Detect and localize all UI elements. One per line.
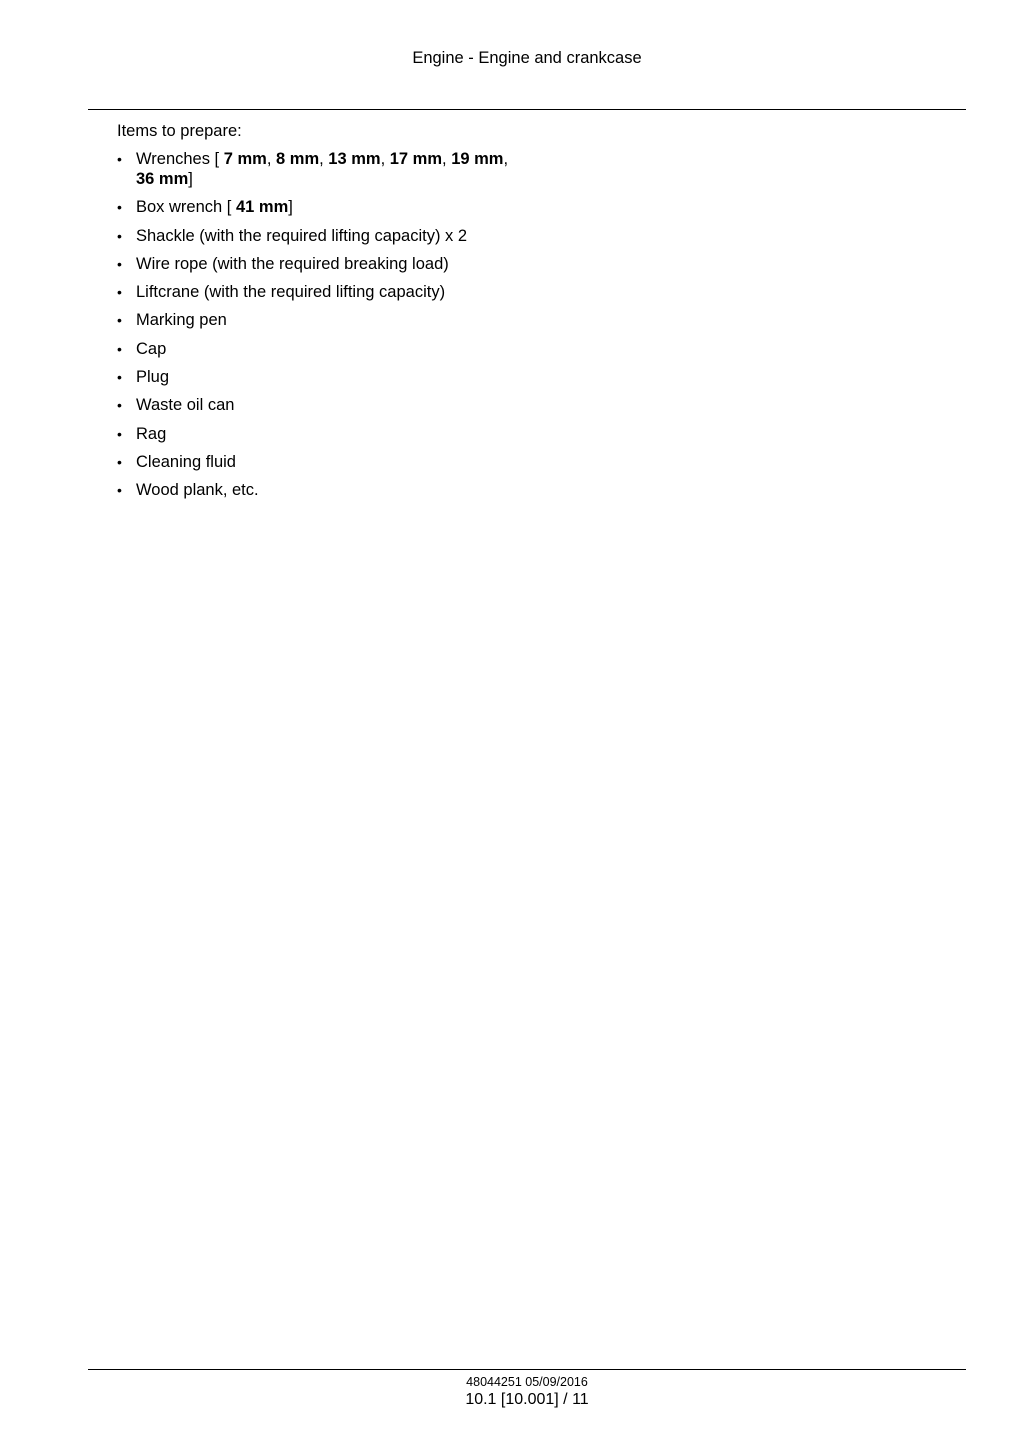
list-item-text: Cleaning fluid	[136, 452, 236, 471]
list-item	[117, 282, 597, 302]
bullet-icon: •	[117, 453, 122, 470]
bullet-icon: •	[117, 284, 122, 301]
wrench-size: 17 mm	[389, 150, 443, 168]
list-item	[117, 339, 597, 359]
bullet-icon: •	[117, 340, 122, 357]
bullet-icon: •	[117, 482, 122, 499]
wrenches-line-1: Wrenches [ 7 mm, 8 mm, 13 mm, 17 mm, 19 mm,	[136, 150, 509, 168]
bullet-icon: •	[117, 255, 122, 272]
list-item	[117, 395, 597, 415]
bullet-icon: •	[117, 312, 122, 329]
items-intro: Items to prepare:	[117, 122, 242, 140]
wrenches-line-2	[136, 169, 597, 189]
list-item-text: Wire rope (with the required breaking load)	[136, 254, 449, 273]
wrench-size: 36 mm	[136, 170, 189, 188]
wrenches-close: ]	[188, 170, 193, 188]
bullet-icon: •	[117, 425, 122, 442]
box-wrench-close: ]	[288, 198, 293, 217]
list-item	[117, 226, 597, 246]
wrench-size: 19 mm	[451, 150, 504, 168]
bullet-icon: •	[117, 151, 122, 167]
list-item-text: Plug	[136, 368, 170, 387]
box-wrench-label: Box wrench [	[136, 198, 236, 217]
list-item-wrenches	[117, 149, 597, 189]
list-item-text: Cap	[136, 339, 167, 358]
list-item-text: Waste oil can	[136, 396, 235, 415]
list-item-text: Rag	[136, 424, 167, 443]
wrench-size: 8 mm	[276, 150, 320, 168]
box-wrench-size: 41 mm	[235, 198, 289, 217]
bullet-icon: •	[117, 199, 122, 216]
bullet-icon: •	[117, 397, 122, 414]
list-item	[117, 480, 597, 500]
main-content	[117, 121, 597, 509]
list-item-text: Liftcrane (with the required lifting capacity)	[136, 283, 446, 302]
list-item	[117, 452, 597, 472]
list-item-text: Marking pen	[136, 311, 227, 330]
list-item	[117, 254, 597, 274]
list-item-box-wrench	[117, 197, 597, 217]
list-item	[117, 424, 597, 444]
bullet-icon: •	[117, 227, 122, 244]
header-divider	[88, 109, 966, 110]
list-item	[117, 310, 597, 330]
items-list	[117, 149, 597, 500]
wrenches-label: Wrenches [	[136, 150, 224, 168]
list-item-text: Shackle (with the required lifting capacity) x 2	[136, 226, 468, 245]
footer-page-ref: 10.1 [10.001] / 11	[465, 1391, 589, 1408]
wrench-size: 13 mm	[328, 150, 381, 168]
footer-doc-id: 48044251 05/09/2016	[466, 1375, 588, 1389]
list-item-text: Wood plank, etc.	[136, 481, 259, 500]
footer-divider	[88, 1369, 966, 1370]
page-header: Engine - Engine and crankcase	[412, 49, 642, 67]
bullet-icon: •	[117, 369, 122, 386]
list-item	[117, 367, 597, 387]
wrench-size: 7 mm	[223, 150, 267, 168]
